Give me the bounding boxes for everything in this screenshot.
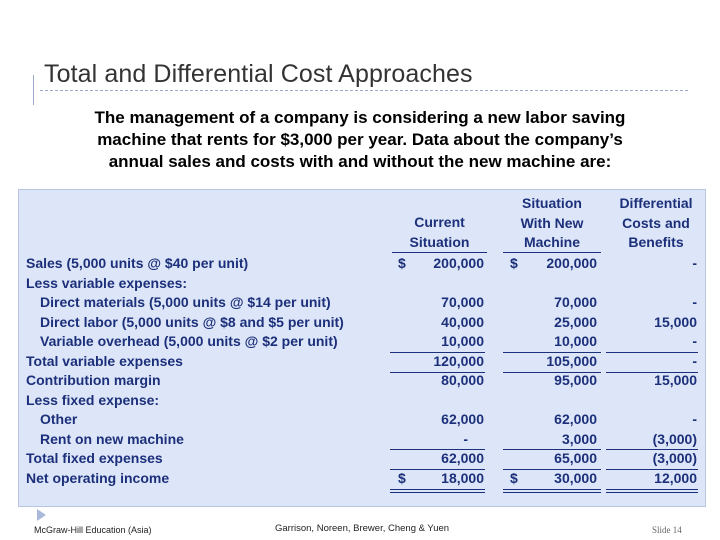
- subtotal-rule: [390, 372, 485, 373]
- header-line: Situation: [409, 233, 470, 250]
- cell-current: 62,000: [441, 411, 484, 427]
- footer-publisher: McGraw-Hill Education (Asia): [34, 525, 152, 535]
- cell-current: 40,000: [441, 313, 484, 330]
- subtotal-rule: [503, 469, 601, 470]
- row-label: Total variable expenses: [26, 352, 183, 369]
- header-line: Differential: [619, 195, 693, 211]
- cell-diff: -: [692, 255, 697, 271]
- row-label: Less variable expenses:: [26, 274, 188, 291]
- total-double-rule: [606, 492, 698, 493]
- cell-diff: -: [692, 352, 697, 369]
- cell-current: 62,000: [441, 450, 484, 466]
- cell-diff: -: [692, 333, 697, 349]
- title-divider: [40, 90, 688, 91]
- row-label: Net operating income: [26, 469, 170, 486]
- header-underline: [503, 252, 601, 253]
- total-double-rule: [390, 492, 485, 493]
- cell-current: 120,000: [433, 352, 484, 369]
- dollar-sign: $: [510, 255, 518, 271]
- cell-current: 10,000: [441, 333, 484, 349]
- total-double-rule: [606, 489, 698, 490]
- subtotal-rule: [390, 449, 485, 450]
- cell-new: 62,000: [554, 411, 597, 427]
- total-double-rule: [503, 492, 601, 493]
- cell-new: 105,000: [546, 352, 597, 369]
- total-double-rule: [503, 489, 601, 490]
- cell-current: -: [463, 430, 468, 447]
- dollar-sign: $: [510, 469, 518, 486]
- cell-new: 3,000: [561, 430, 597, 447]
- subtotal-rule: [503, 449, 601, 450]
- subtotal-rule: [503, 372, 601, 373]
- cell-current: 70,000: [441, 294, 484, 310]
- cell-new: 25,000: [554, 313, 597, 330]
- header-line: Machine: [523, 234, 580, 250]
- row-label: Direct labor (5,000 units @ $8 and $5 per unit): [40, 313, 344, 330]
- cell-diff: (3,000): [652, 450, 697, 466]
- title-accent-line: [33, 75, 34, 105]
- intro-line: The management of a company is considering a new labor saving: [94, 108, 626, 127]
- cell-diff: -: [692, 294, 697, 310]
- row-label: Total fixed expenses: [26, 450, 163, 466]
- footer-slide-number: Slide 14: [652, 525, 682, 535]
- cell-new: 10,000: [554, 333, 597, 349]
- dollar-sign: $: [398, 255, 406, 271]
- row-label: Variable overhead (5,000 units @ $2 per unit): [40, 333, 338, 349]
- header-differential: [607, 194, 705, 253]
- subtotal-rule: [390, 469, 485, 470]
- cell-diff: 12,000: [654, 469, 697, 486]
- row-label: Less fixed expense:: [26, 391, 160, 408]
- intro-line: annual sales and costs with and without the new machine are:: [108, 152, 612, 171]
- cell-current: 18,000: [441, 469, 484, 486]
- header-line: With New: [520, 214, 584, 231]
- header-with-new-machine: [503, 194, 601, 253]
- header-current-situation: [392, 213, 487, 252]
- subtotal-rule: [606, 372, 698, 373]
- total-double-rule: [390, 489, 485, 490]
- cell-diff: (3,000): [652, 430, 697, 447]
- cell-current: 200,000: [433, 255, 484, 271]
- cell-new: 70,000: [554, 294, 597, 310]
- row-label: Direct materials (5,000 units @ $14 per unit): [40, 294, 331, 310]
- cell-current: 80,000: [441, 372, 484, 388]
- cell-new: 95,000: [554, 372, 597, 388]
- row-label: Sales (5,000 units @ $40 per unit): [26, 255, 249, 271]
- row-label: Rent on new machine: [40, 430, 184, 447]
- cell-new: 30,000: [554, 469, 597, 486]
- header-underline: [392, 252, 487, 253]
- header-line: Benefits: [628, 234, 684, 250]
- cell-diff: 15,000: [654, 372, 697, 388]
- cell-diff: -: [692, 411, 697, 427]
- cell-diff: 15,000: [654, 313, 697, 330]
- cell-new: 65,000: [554, 450, 597, 466]
- footer-authors: Garrison, Noreen, Brewer, Cheng & Yuen: [275, 523, 450, 534]
- subtotal-rule: [606, 469, 698, 470]
- cell-new: 200,000: [546, 255, 597, 271]
- subtotal-rule: [606, 449, 698, 450]
- header-line: Situation: [522, 195, 582, 211]
- header-line: Current: [414, 214, 465, 230]
- row-label: Contribution margin: [26, 372, 161, 388]
- footer-triangle-icon: [37, 509, 46, 521]
- header-line: Costs and: [622, 214, 690, 231]
- subtotal-rule: [390, 352, 485, 353]
- subtotal-rule: [503, 352, 601, 353]
- dollar-sign: $: [398, 469, 406, 486]
- subtotal-rule: [606, 352, 698, 353]
- slide-title: Total and Differential Cost Approaches: [44, 60, 473, 88]
- intro-line: machine that rents for $3,000 per year. Data about the company’s: [97, 130, 623, 149]
- row-label: Other: [40, 411, 78, 427]
- intro-text: [30, 107, 690, 173]
